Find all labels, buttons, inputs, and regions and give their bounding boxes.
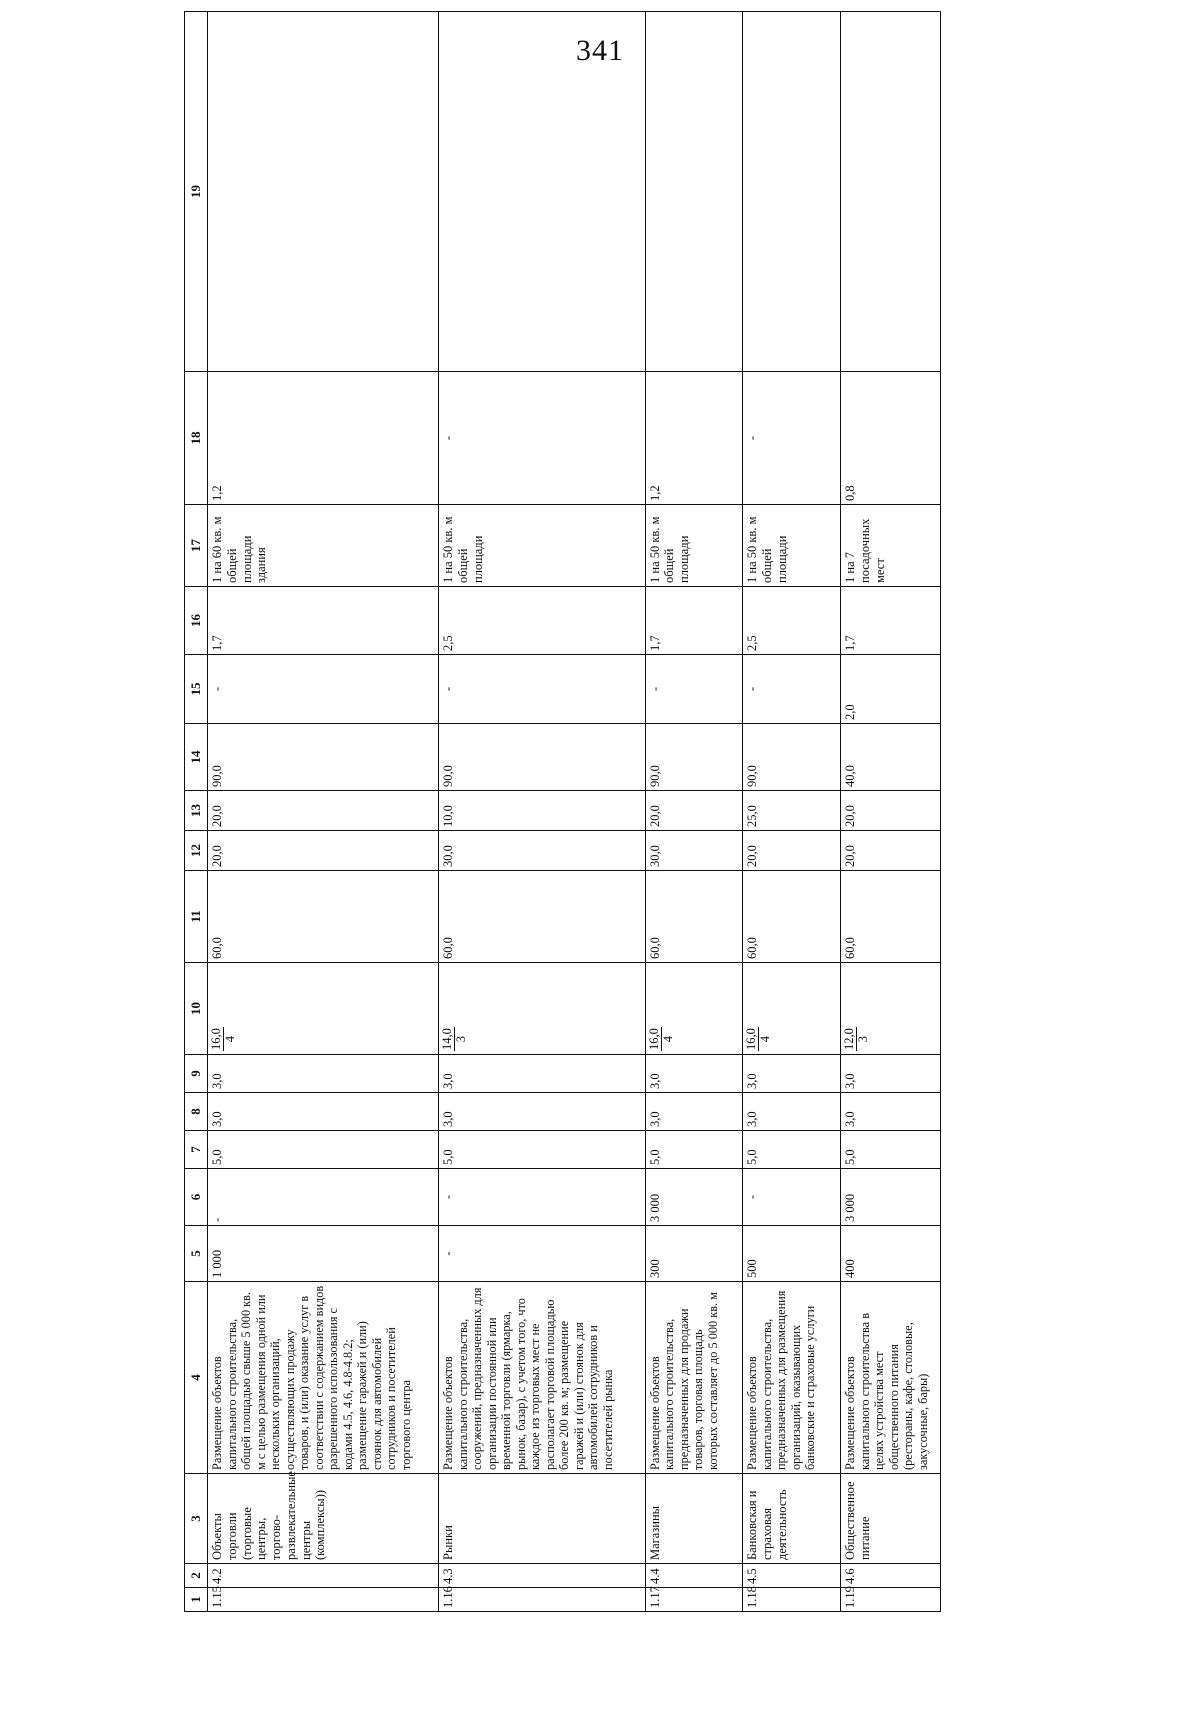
cell-col6: 3 000 [841, 1169, 941, 1226]
table-row [743, 12, 841, 1612]
cell-col19 [439, 12, 645, 372]
cell-col12: 20,0 [208, 831, 439, 871]
fraction-numerator: 14,0 [440, 1028, 455, 1050]
fraction [648, 1027, 675, 1051]
cell-col15: - [743, 655, 841, 724]
fraction-numerator: 16,0 [744, 1028, 759, 1050]
cell-col5: - [439, 1226, 645, 1282]
table-row [208, 12, 439, 1612]
row-description: Размещение объектов капитального строительства, предназначенных для продажи товаров, торговая площадь которых составляет до 5 000 кв. м [645, 1282, 743, 1474]
row-name: Общественное питание [841, 1474, 941, 1564]
cell-col8: 3,0 [645, 1093, 743, 1131]
cell-col12: 30,0 [645, 831, 743, 871]
cell-col11: 60,0 [645, 871, 743, 963]
cell-col14: 90,0 [439, 724, 645, 791]
cell-col5: 1 000 [208, 1226, 439, 1282]
cell-col14: 40,0 [841, 724, 941, 791]
cell-col8: 3,0 [841, 1093, 941, 1131]
row-name: Банковская и страховая деятельность [743, 1474, 841, 1564]
column-header: 9 [185, 1055, 208, 1093]
cell-col19 [743, 12, 841, 372]
cell-col18: 1,2 [645, 372, 743, 505]
column-header: 1 [185, 1588, 208, 1612]
cell-col11: 60,0 [743, 871, 841, 963]
fraction [745, 1027, 772, 1051]
cell-col19 [645, 12, 743, 372]
column-header: 17 [185, 505, 208, 587]
cell-col16: 2,5 [439, 587, 645, 655]
column-header: 3 [185, 1474, 208, 1564]
cell-col18: 0,8 [841, 372, 941, 505]
fraction-numerator: 16,0 [209, 1028, 223, 1050]
cell-col9: 3,0 [208, 1055, 439, 1093]
cell-col14: 90,0 [208, 724, 439, 791]
cell-col12: 20,0 [743, 831, 841, 871]
cell-col5: 400 [841, 1226, 941, 1282]
cell-col12: 30,0 [439, 831, 645, 871]
page-number: 341 [576, 34, 624, 67]
cell-col6: - [439, 1169, 645, 1226]
cell-col7: 5,0 [743, 1131, 841, 1169]
cell-col19 [208, 12, 439, 372]
cell-col8: 3,0 [208, 1093, 439, 1131]
cell-col7: 5,0 [439, 1131, 645, 1169]
row-description: Размещение объектов капитального строительства, общей площадью свыше 5 000 кв. м с целью размещения одной или нескольких организаций, осуществляющих продажу товаров, и (или) оказание услуг в соответствии с содержанием видов разрешенного использования с кодами 4.5, 4.6, 4.8-4.8.2; размещение гаражей и (или) стоянок для автомобилей сотрудников и посетителей торгового центра [208, 1282, 439, 1474]
row-name: Магазины [645, 1474, 743, 1564]
fraction-denominator: 3 [856, 1035, 871, 1043]
cell-col6: - [208, 1169, 439, 1226]
column-number-row [185, 12, 208, 1612]
cell-col11: 60,0 [841, 871, 941, 963]
cell-col19 [841, 12, 941, 372]
row-code: 4.6 [841, 1564, 941, 1588]
column-header: 10 [185, 963, 208, 1055]
table-row [439, 12, 645, 1612]
cell-col10 [841, 963, 941, 1055]
cell-col16: 1,7 [841, 587, 941, 655]
cell-col9: 3,0 [645, 1055, 743, 1093]
cell-col17: 1 на 50 кв. м общей площади [439, 505, 645, 587]
cell-col12: 20,0 [841, 831, 941, 871]
row-code: 4.5 [743, 1564, 841, 1588]
cell-col13: 20,0 [208, 791, 439, 831]
cell-col6: - [743, 1169, 841, 1226]
cell-col11: 60,0 [208, 871, 439, 963]
column-header: 11 [185, 871, 208, 963]
cell-col15: 2,0 [841, 655, 941, 724]
row-number: 1.17 [645, 1588, 743, 1612]
cell-col14: 90,0 [645, 724, 743, 791]
column-header: 6 [185, 1169, 208, 1226]
cell-col10 [645, 963, 743, 1055]
cell-col14: 90,0 [743, 724, 841, 791]
column-header: 12 [185, 831, 208, 871]
cell-col15: - [439, 655, 645, 724]
cell-col9: 3,0 [439, 1055, 645, 1093]
table-row [841, 12, 941, 1612]
cell-col17: 1 на 50 кв. м общей площади [743, 505, 841, 587]
cell-col13: 25,0 [743, 791, 841, 831]
cell-col5: 300 [645, 1226, 743, 1282]
cell-col17: 1 на 7 посадочных мест [841, 505, 941, 587]
row-description: Размещение объектов капитального строительства в целях устройства мест общественного питания (рестораны, кафе, столовые, закусочные, бары) [841, 1282, 941, 1474]
fraction-denominator: 4 [660, 1035, 675, 1043]
row-number: 1.18 [743, 1588, 841, 1612]
cell-col16: 1,7 [645, 587, 743, 655]
cell-col5: 500 [743, 1226, 841, 1282]
column-header: 2 [185, 1564, 208, 1588]
column-header: 13 [185, 791, 208, 831]
column-header: 14 [185, 724, 208, 791]
fraction-numerator: 16,0 [646, 1028, 661, 1050]
row-number: 1.16 [439, 1588, 645, 1612]
cell-col18: - [439, 372, 645, 505]
row-name: Объекты торговли (торговые центры, торгово-развлекательные центры (комплексы)) [208, 1474, 439, 1564]
fraction-denominator: 4 [758, 1035, 773, 1043]
cell-col17: 1 на 60 кв. м общей площади здания [208, 505, 439, 587]
row-number: 1.15 [208, 1588, 439, 1612]
zoning-parameters-table [184, 11, 941, 1612]
fraction-numerator: 12,0 [842, 1028, 857, 1050]
cell-col15: - [645, 655, 743, 724]
cell-col6: 3 000 [645, 1169, 743, 1226]
row-code: 4.3 [439, 1564, 645, 1588]
fraction-denominator: 4 [223, 1035, 238, 1043]
cell-col11: 60,0 [439, 871, 645, 963]
row-code: 4.4 [645, 1564, 743, 1588]
cell-col18: - [743, 372, 841, 505]
cell-col7: 5,0 [841, 1131, 941, 1169]
cell-col10 [439, 963, 645, 1055]
cell-col9: 3,0 [841, 1055, 941, 1093]
cell-col13: 20,0 [645, 791, 743, 831]
cell-col13: 20,0 [841, 791, 941, 831]
cell-col15: - [208, 655, 439, 724]
row-code: 4.2 [208, 1564, 439, 1588]
row-description: Размещение объектов капитального строительства, предназначенных для размещения организаций, оказывающих банковские и страховые услуги [743, 1282, 841, 1474]
cell-col8: 3,0 [743, 1093, 841, 1131]
cell-col7: 5,0 [645, 1131, 743, 1169]
rotated-table-container [184, 112, 941, 1612]
row-name: Рынки [439, 1474, 645, 1564]
column-header: 5 [185, 1226, 208, 1282]
fraction [843, 1027, 870, 1051]
cell-col16: 2,5 [743, 587, 841, 655]
cell-col10 [743, 963, 841, 1055]
fraction [210, 1027, 237, 1051]
cell-col17: 1 на 50 кв. м общей площади [645, 505, 743, 587]
column-header: 15 [185, 655, 208, 724]
fraction [441, 1027, 468, 1051]
column-header: 7 [185, 1131, 208, 1169]
cell-col16: 1,7 [208, 587, 439, 655]
cell-col9: 3,0 [743, 1055, 841, 1093]
fraction-denominator: 3 [454, 1035, 469, 1043]
row-number: 1.19 [841, 1588, 941, 1612]
cell-col8: 3,0 [439, 1093, 645, 1131]
cell-col10 [208, 963, 439, 1055]
cell-col7: 5,0 [208, 1131, 439, 1169]
column-header: 16 [185, 587, 208, 655]
column-header: 8 [185, 1093, 208, 1131]
table-row [645, 12, 743, 1612]
row-description: Размещение объектов капитального строительства, сооружений, предназначенных для организации постоянной или временной торговли (ярмарка, рынок, базар), с учетом того, что каждое из торговых мест не располагает торговой площадью более 200 кв. м; размещение гаражей и (или) стоянок для автомобилей сотрудников и посетителей рынка [439, 1282, 645, 1474]
cell-col13: 10,0 [439, 791, 645, 831]
column-header: 4 [185, 1282, 208, 1474]
column-header: 19 [185, 12, 208, 372]
column-header: 18 [185, 372, 208, 505]
cell-col18: 1,2 [208, 372, 439, 505]
